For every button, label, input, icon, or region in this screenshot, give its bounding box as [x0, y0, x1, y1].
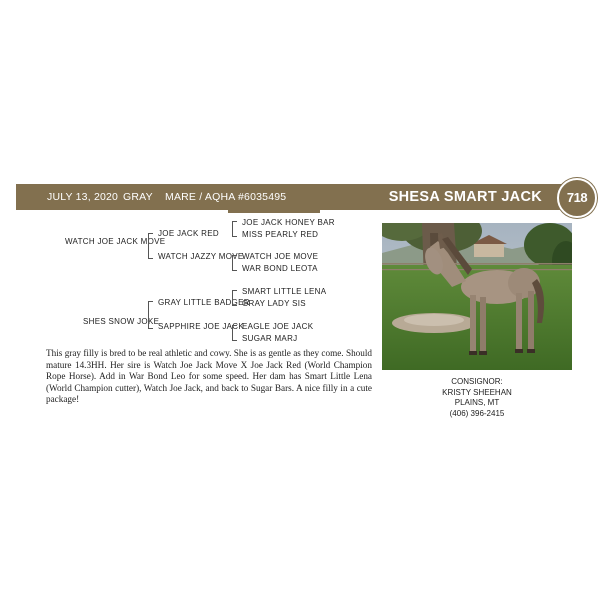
- pedigree-bracket: [232, 221, 237, 237]
- band-tab: [228, 210, 320, 213]
- pedigree-dam: SHES SNOW JOKE: [83, 317, 160, 326]
- consignor-name: KRISTY SHEEHAN: [442, 387, 512, 397]
- horse-color: GRAY: [123, 191, 153, 203]
- consignor-phone: (406) 396-2415: [449, 408, 505, 418]
- pedigree-bracket: [232, 255, 237, 271]
- consignor-block: [382, 377, 572, 419]
- pedigree-sire-dam: WATCH JAZZY MOVE: [158, 252, 244, 261]
- pedigree-sire-sire-dam: MISS PEARLY RED: [242, 230, 319, 239]
- pedigree-bracket: [148, 301, 153, 329]
- consignor-location: PLAINS, MT: [454, 398, 500, 407]
- pedigree-sire-sire-sire: JOE JACK HONEY BAR: [242, 218, 335, 227]
- foal-date: JULY 13, 2020: [47, 191, 119, 203]
- pedigree-dam-dam-sire: EAGLE JOE JACK: [242, 322, 314, 331]
- consignor-label: CONSIGNOR:: [451, 377, 503, 386]
- pedigree-sire-sire: JOE JACK RED: [158, 229, 219, 238]
- pedigree-bracket: [148, 233, 153, 259]
- pedigree-dam-dam: SAPPHIRE JOE JACK: [158, 322, 245, 331]
- horse-description: This gray filly is bred to be real athletic and cowy. She is as gentle as they come. Should mature 14.3HH. Her sire is Watch Joe Jack Move X Joe Jack Red (World Champion Rope Horse). Add in War Bond Leo for some speed. Her dam has Smart Little Lena (World Champion cutter), Watch Joe Jack, and back to Sugar Bars. A nice filly in a cute package!: [46, 348, 372, 405]
- pedigree-sire-dam-sire: WATCH JOE MOVE: [242, 252, 319, 261]
- pedigree-dam-sire-sire: SMART LITTLE LENA: [242, 287, 327, 296]
- pedigree-dam-sire-dam: GRAY LADY SIS: [242, 299, 306, 308]
- pedigree-sire: WATCH JOE JACK MOVE: [65, 237, 166, 246]
- pedigree-bracket: [232, 290, 237, 306]
- lot-number-badge: 718: [557, 178, 597, 218]
- pedigree-dam-dam-dam: SUGAR MARJ: [242, 334, 298, 343]
- header-band: [16, 184, 572, 210]
- horse-photo: [382, 223, 572, 370]
- horse-name: SHESA SMART JACK: [388, 189, 542, 205]
- pedigree-dam-sire: GRAY LITTLE BADGER: [158, 298, 250, 307]
- pedigree-bracket: [232, 325, 237, 341]
- pedigree-sire-dam-dam: WAR BOND LEOTA: [242, 264, 318, 273]
- sex-registration: MARE / AQHA #6035495: [165, 191, 287, 203]
